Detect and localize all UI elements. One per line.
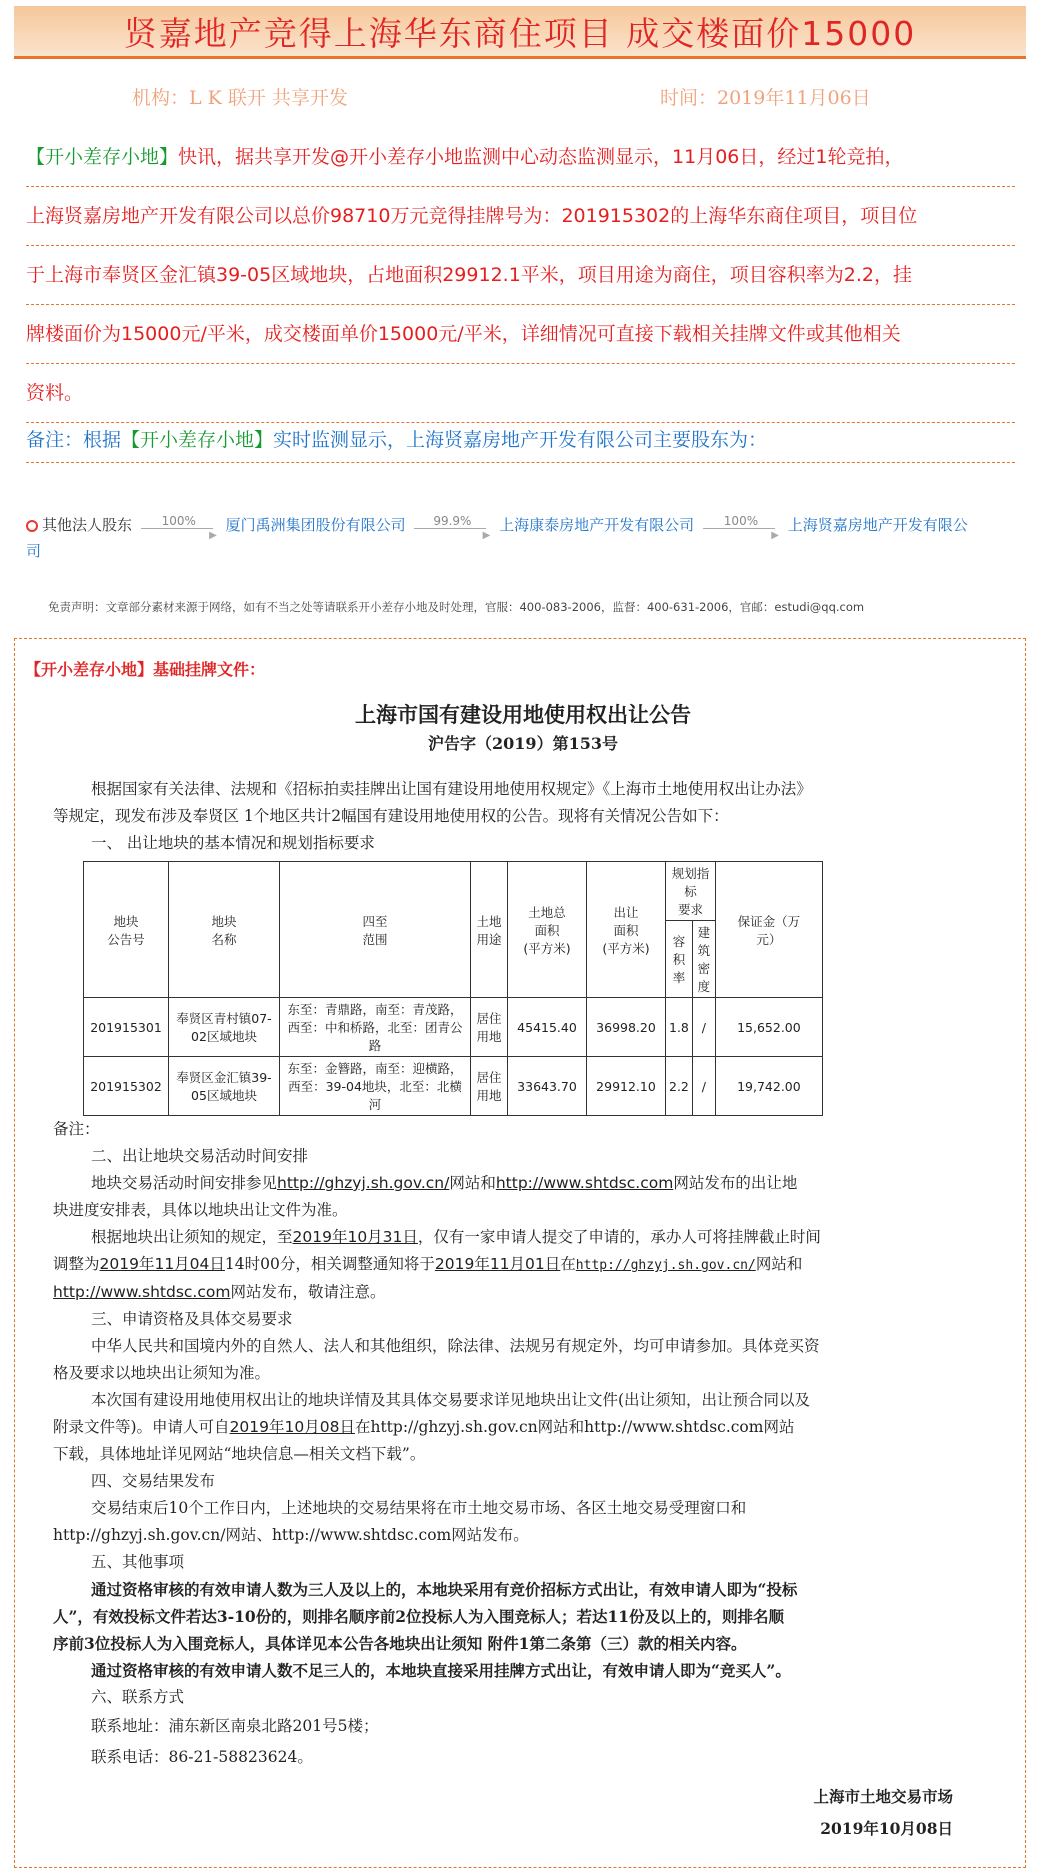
cell-bounds: 东至：青鼎路，南至：青茂路，西至：中和桥路，北至：团青公路 [280, 998, 471, 1057]
contact-phone: 联系电话：86-21-58823624。 [91, 1748, 313, 1766]
chain-company-link[interactable]: 厦门禹洲集团股份有限公司 [225, 516, 406, 534]
page-title-banner [14, 6, 1026, 59]
contact-address: 联系地址：浦东新区南泉北路201号5楼； [91, 1717, 379, 1735]
cell-density: / [692, 1057, 715, 1116]
cell-bounds: 东至：金簪路，南至：迎横路，西至：39-04地块，北至：北横河 [280, 1057, 471, 1116]
page-title: 贤嘉地产竞得上海华东商住项目 成交楼面价15000 [123, 13, 917, 53]
table-remark: 备注： [53, 1120, 100, 1138]
text: 网站和 [449, 1174, 496, 1192]
th-bounds: 四至 范围 [280, 862, 471, 998]
cell-density: / [692, 998, 715, 1057]
cell-name: 奉贤区青村镇07-02区域地块 [169, 998, 280, 1057]
doc-para: 通过资格审核的有效申请人数为三人及以上的，本地块采用有竞价招标方式出让，有效申请人即为“投标 [91, 1580, 798, 1599]
chain-pct: 100% [161, 513, 196, 528]
text: 网站发布的出让地 [673, 1174, 798, 1192]
cell-use: 居住用地 [471, 1057, 508, 1116]
intro-line: 资料。 [26, 364, 1015, 423]
land-table [83, 861, 823, 1116]
cell-use: 居住用地 [471, 998, 508, 1057]
doc-para: http://ghzyj.sh.gov.cn/网站、http://www.shtdsc.com网站发布。 [53, 1526, 529, 1544]
th-deposit: 保证金（万 元） [715, 862, 822, 998]
doc-para: 等规定，现发布涉及奉贤区 1个地区共计2幅国有建设用地使用权的公告。现将有关情况公告如下： [53, 807, 729, 825]
doc-title: 上海市国有建设用地使用权出让公告 [355, 702, 691, 727]
text: 14时00分，相关调整通知将于 [224, 1255, 435, 1273]
th-plan: 规划指 标 要求 [666, 862, 716, 921]
intro-line: 上海贤嘉房地产开发有限公司以总价98710万元竞得挂牌号为：201915302的上海华东商住项目，项目位 [26, 187, 1015, 246]
text: 在http://ghzyj.sh.gov.cn网站和http://www.shtdsc.com网站 [354, 1418, 795, 1436]
chain-company-link[interactable]: 上海贤嘉房地产开发有限公 [787, 516, 968, 534]
cell-area: 36998.20 [587, 998, 666, 1057]
chain-arrow: 100% ▶ [137, 516, 221, 536]
cell-far: 2.2 [666, 1057, 693, 1116]
cell-area: 29912.10 [587, 1057, 666, 1116]
shareholder-chain [26, 512, 1016, 564]
section-heading: 三、申请资格及具体交易要求 [91, 1310, 293, 1328]
note-line [26, 418, 1015, 463]
org-line: 机构：L K 联开 共享开发 [132, 87, 348, 109]
section-heading: 五、其他事项 [91, 1553, 185, 1571]
doc-para [53, 1251, 993, 1279]
date-text: 2019年11月04日 [99, 1255, 225, 1273]
text: 网站发布，敬请注意。 [230, 1283, 386, 1301]
cell-total: 33643.70 [508, 1057, 587, 1116]
th-use: 土地 用途 [471, 862, 508, 998]
th-far: 容 积 率 [666, 921, 693, 998]
th-total: 土地总 面积 (平方米) [508, 862, 587, 998]
cell-id: 201915302 [84, 1057, 169, 1116]
section-heading: 四、交易结果发布 [91, 1472, 216, 1490]
doc-para [53, 1279, 993, 1306]
date-text: 2019年10月08日 [229, 1418, 355, 1436]
intro-line [26, 128, 1015, 187]
doc-para: 格及要求以地块出让须知为准。 [53, 1364, 271, 1382]
cell-id: 201915301 [84, 998, 169, 1057]
doc-para: 块进度安排表，具体以地块出让文件为准。 [53, 1201, 348, 1219]
th-name: 地块 名称 [169, 862, 280, 998]
disclaimer: 免责声明：文章部分素材来源于网络，如有不当之处等请联系开小差存小地及时处理，官服：400-083-2006，监督：400-631-2006，官邮：estudi@qq.com [48, 600, 865, 614]
doc-para: 中华人民共和国境内外的自然人、法人和其他组织，除法律、法规另有规定外，均可申请参加。具体竞买资 [91, 1337, 820, 1355]
doc-para: 本次国有建设用地使用权出让的地块详情及其具体交易要求详见地块出让文件(出让须知，出让预合同以及 [91, 1391, 811, 1409]
link-shtdsc[interactable]: http://www.shtdsc.com [53, 1283, 231, 1301]
text: ，仅有一家申请人提交了申请的，承办人可将挂牌截止时间 [417, 1228, 821, 1246]
doc-para: 根据国家有关法律、法规和《招标拍卖挂牌出让国有建设用地使用权规定》《上海市土地使用权出让办法》 [91, 780, 812, 798]
table-row [84, 1057, 823, 1116]
note-suffix: 实时监测显示，上海贤嘉房地产开发有限公司主要股东为： [273, 429, 768, 451]
signature-org: 上海市土地交易市场 [813, 1787, 953, 1806]
intro-paragraph [26, 128, 1015, 423]
doc-para [53, 1170, 993, 1197]
doc-para [53, 1224, 993, 1251]
cell-deposit: 19,742.00 [715, 1057, 822, 1116]
chain-pct: 100% [723, 513, 759, 528]
cell-total: 45415.40 [508, 998, 587, 1057]
chain-arrow: 99.9% ▶ [410, 516, 494, 536]
note-tag: 【开小差存小地】 [121, 429, 274, 451]
text: 网站和 [755, 1255, 803, 1273]
doc-para: 序前3位投标人为入围竞标人，具体详见本公告各地块出让须知 附件1第二条第（三）款的相关内容。 [53, 1634, 747, 1653]
shareholder-icon [26, 520, 38, 532]
link-shtdsc[interactable]: http://www.shtdsc.com [495, 1174, 674, 1192]
doc-para: 人”，有效投标文件若达3-10份的，则排名顺序前2位投标人为入围竞标人；若达11份及以上的，则排名顺 [53, 1607, 785, 1626]
text: 调整为 [53, 1255, 100, 1273]
doc-para: 下载，具体地址详见网站“地块信息—相关文档下载”。 [53, 1445, 426, 1463]
text: 根据地块出让须知的规定，至 [91, 1228, 293, 1246]
announcement [53, 699, 993, 1845]
document-box [14, 638, 1026, 1868]
doc-subtitle: 沪告字（2019）第153号 [428, 734, 618, 753]
intro-line: 于上海市奉贤区金汇镇39-05区域地块，占地面积29912.1平米，项目用途为商住，项目容积率为2.2，挂 [26, 246, 1015, 305]
chain-company-link[interactable]: 上海康泰房地产开发有限公司 [499, 516, 695, 534]
section-heading: 二、出让地块交易活动时间安排 [91, 1147, 309, 1165]
cell-name: 奉贤区金汇镇39-05区域地块 [169, 1057, 280, 1116]
tag-label: 【开小差存小地】 [26, 146, 179, 168]
th-id: 地块 公告号 [84, 862, 169, 998]
cell-deposit: 15,652.00 [715, 998, 822, 1057]
cell-far: 1.8 [666, 998, 693, 1057]
section-heading: 六、联系方式 [91, 1688, 185, 1706]
date-text: 2019年10月31日 [292, 1228, 418, 1246]
th-area: 出让 面积 (平方米) [587, 862, 666, 998]
text: 地块交易活动时间安排参见 [91, 1174, 278, 1192]
time-line: 时间：2019年11月06日 [660, 87, 871, 109]
th-density: 建 筑 密 度 [692, 921, 715, 998]
text: 在 [560, 1255, 576, 1273]
date-text: 2019年11月01日 [434, 1255, 561, 1273]
link-ghzyj[interactable]: http://ghzyj.sh.gov.cn/ [277, 1174, 450, 1192]
intro-line: 牌楼面价为15000元/平米，成交楼面单价15000元/平米，详细情况可直接下载相关挂牌文件或其他相关 [26, 305, 1015, 364]
link-ghzyj[interactable]: http://ghzyj.sh.gov.cn/ [575, 1258, 756, 1273]
section-heading: 一、 出让地块的基本情况和规划指标要求 [91, 834, 375, 852]
doc-para: 通过资格审核的有效申请人数不足三人的，本地块直接采用挂牌方式出让，有效申请人即为“竞买人”。 [91, 1661, 791, 1680]
chain-root: 其他法人股东 [42, 516, 133, 534]
chain-company-link-tail[interactable]: 司 [26, 542, 42, 560]
intro-text: 快讯，据共享开发@开小差存小地监测中心动态监测显示，11月06日，经过1轮竞拍， [178, 146, 904, 168]
text: 附录文件等)。申请人可自 [53, 1418, 230, 1436]
note-prefix: 备注：根据 [26, 429, 122, 451]
chain-pct: 99.9% [433, 513, 472, 528]
doc-header: 【开小差存小地】基础挂牌文件： [25, 660, 266, 679]
chain-arrow: 100% ▶ [699, 516, 783, 536]
doc-para: 交易结束后10个工作日内，上述地块的交易结果将在市土地交易市场、各区土地交易受理窗口和 [91, 1499, 747, 1517]
doc-para [53, 1414, 993, 1441]
signature-date: 2019年10月08日 [820, 1819, 953, 1838]
table-row [84, 998, 823, 1057]
